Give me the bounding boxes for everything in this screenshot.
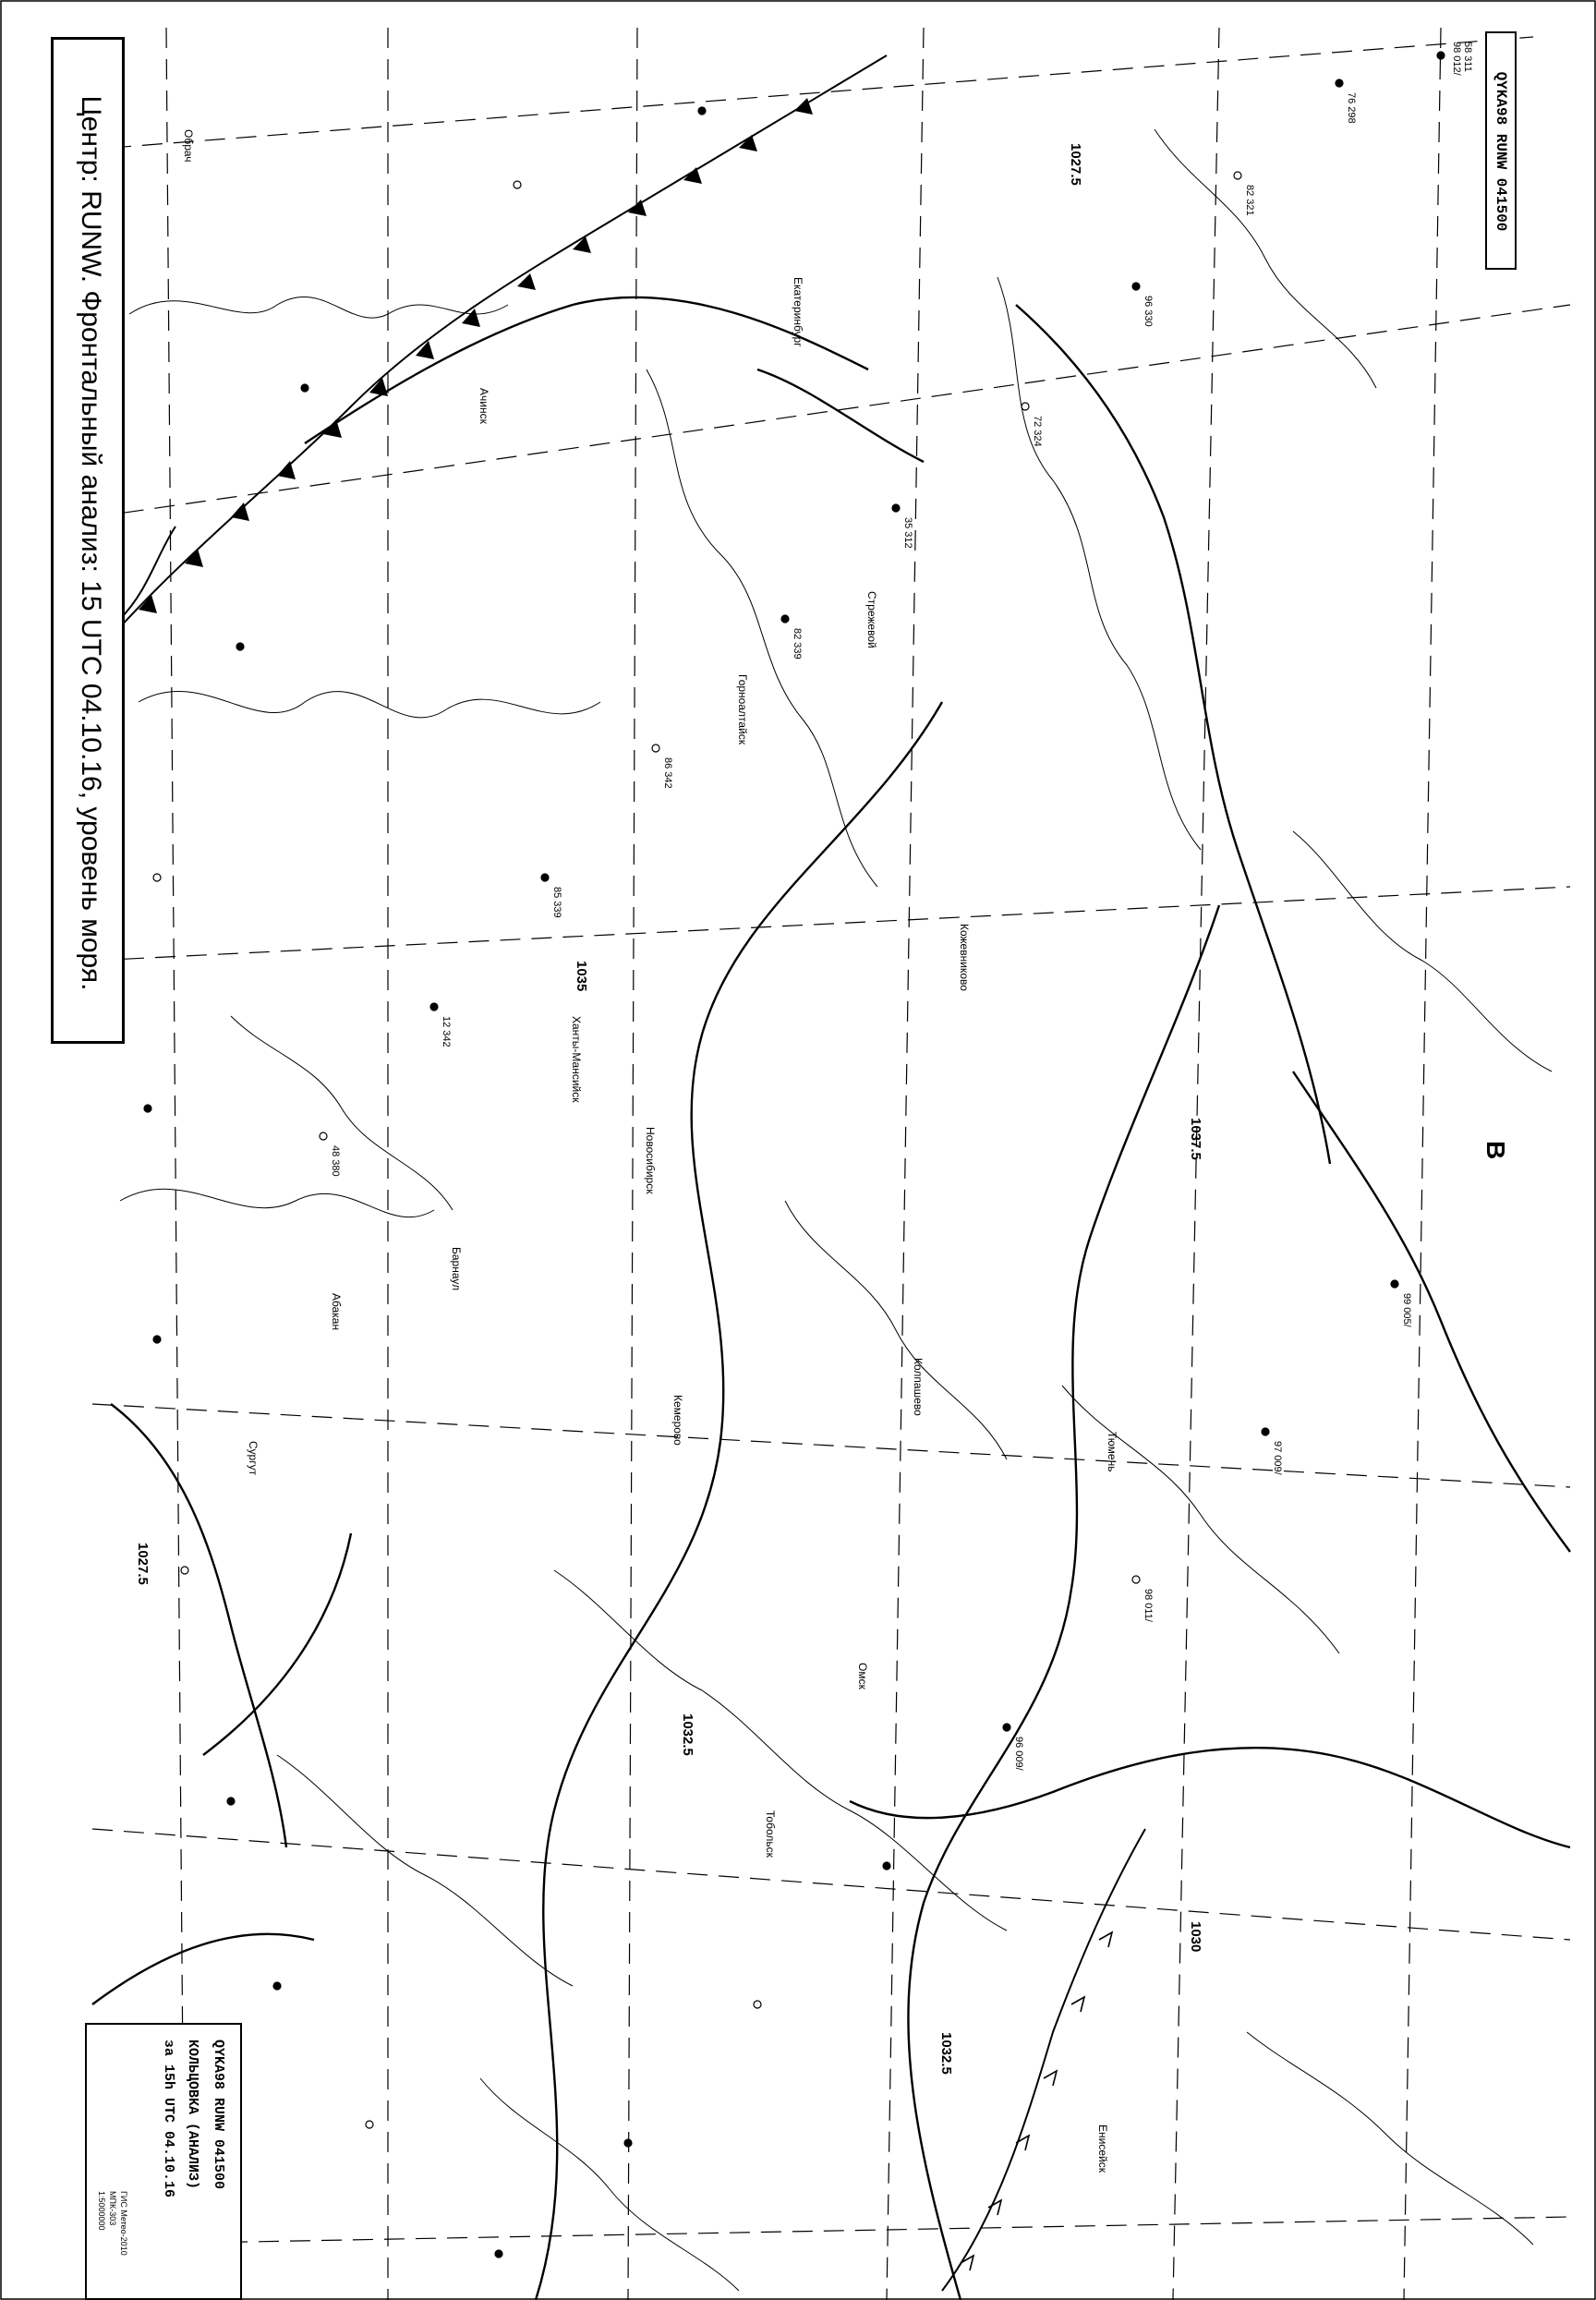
place-name: Горноалтайск <box>736 674 749 745</box>
isobar-label-3: 1037.5 <box>1188 1118 1203 1160</box>
chart-title-box <box>51 37 125 1044</box>
station-code: 99 005/ <box>1401 1293 1412 1327</box>
chart-title: Центр: RUNW. Фронтальный анализ: 15 UTC 04.10.16, уровень моря. <box>76 95 106 991</box>
place-name: Тобольск <box>764 1810 777 1858</box>
station-code: 85 339 <box>551 887 562 918</box>
station-code: 86 342 <box>662 757 673 789</box>
station-code: 82 321 <box>1244 185 1255 216</box>
station-code: 96 009/ <box>1013 1737 1024 1771</box>
place-name: Колпашево <box>912 1358 925 1416</box>
isobar-label-4: 1032.5 <box>680 1713 695 1756</box>
station-code: 76 298 <box>1346 92 1357 124</box>
station-code: 58 311 <box>1462 42 1473 72</box>
station-code: 48 380 <box>330 1145 341 1177</box>
place-name: Кожевниково <box>958 924 971 991</box>
station-code: 97 009/ <box>1272 1441 1283 1475</box>
place-name: Обрач <box>182 129 195 163</box>
place-name: Сургут <box>247 1441 260 1476</box>
station-code: 35 312 <box>902 517 913 549</box>
legend-credit-1: ГИС Метео-2010 <box>119 2191 128 2256</box>
legend-box <box>85 2023 242 2300</box>
place-name: Омск <box>856 1663 869 1689</box>
place-name: Барнаул <box>450 1247 463 1291</box>
place-name: Кемерово <box>671 1395 684 1446</box>
isobar-label-7: 1027.5 <box>135 1543 151 1585</box>
place-name: Тюмень <box>1106 1432 1118 1472</box>
legend-line-1: QYKA98 RUNW 041500 <box>211 2040 226 2190</box>
place-name: Ханты-Мансийск <box>570 1016 583 1103</box>
isobar-label-6: 1032.5 <box>938 2032 954 2075</box>
chart-id: QYKA98 RUNW 041500 <box>1493 71 1509 232</box>
station-code: 12 342 <box>441 1016 452 1047</box>
station-code: 98 011/ <box>1143 1589 1154 1622</box>
station-code: 82 339 <box>792 628 803 660</box>
chart-id-box <box>1485 31 1517 270</box>
place-name: Ачинск <box>478 388 490 424</box>
place-name: Абакан <box>330 1293 343 1331</box>
place-name: Новосибирск <box>644 1127 657 1194</box>
place-name: Екатеринбург <box>792 277 804 347</box>
place-name: Стрежевой <box>865 591 878 648</box>
legend-line-2: КОЛЬЦОВКА (АНАЛИЗ) <box>185 2040 200 2190</box>
place-name: Енисейск <box>1096 2124 1109 2173</box>
station-code: 72 324 <box>1032 416 1043 447</box>
high-pressure-center: В <box>1481 1141 1510 1160</box>
isobar-label-2: 1035 <box>574 961 589 992</box>
isobar-label-5: 1030 <box>1188 1921 1203 1953</box>
isobar-label-1: 1027.5 <box>1068 143 1083 186</box>
station-code: 96 330 <box>1143 296 1154 327</box>
legend-line-3: за 15h UTC 04.10.16 <box>161 2040 176 2198</box>
legend-credit-3: 1:5000000 <box>97 2191 106 2231</box>
station-code: 98 012/ <box>1451 42 1462 76</box>
legend-credit-2: МПК-303 <box>108 2191 117 2226</box>
